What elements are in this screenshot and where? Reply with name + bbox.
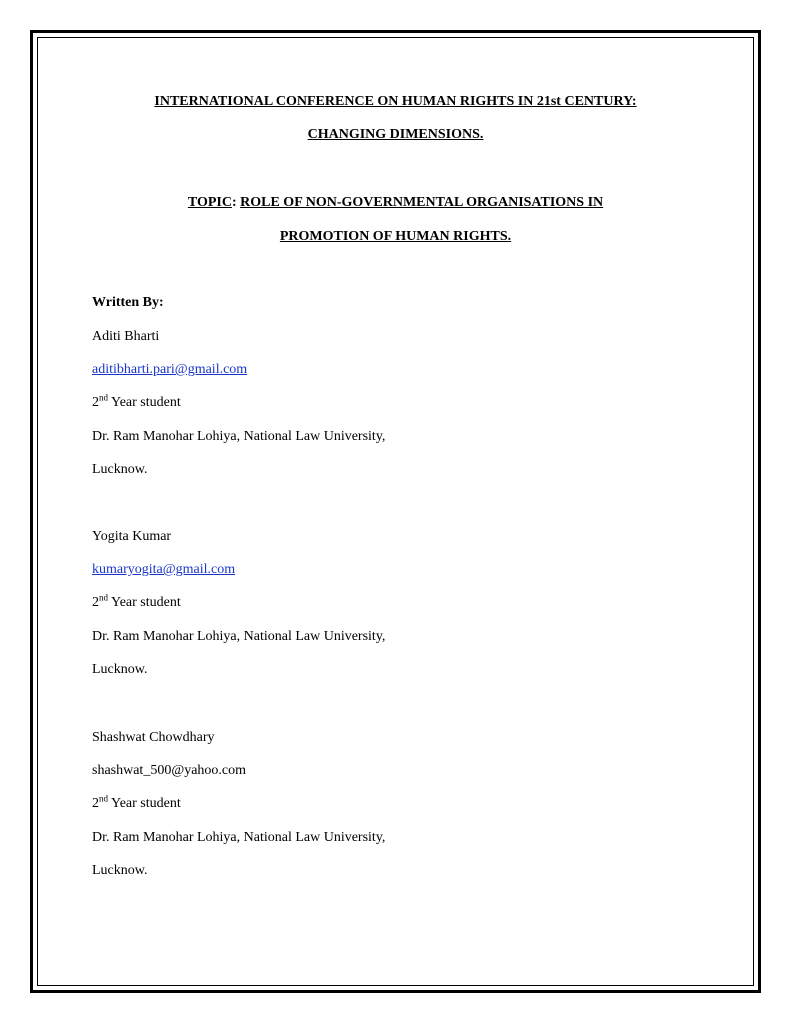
author-email-link[interactable]: aditibharti.pari@gmail.com xyxy=(92,362,248,377)
year-ordinal-suffix: nd xyxy=(99,793,108,804)
year-text: Year student xyxy=(108,595,181,610)
author-email-link[interactable]: kumaryogita@gmail.com xyxy=(92,562,236,577)
author-name: Aditi Bharti xyxy=(92,329,160,344)
author-city: Lucknow. xyxy=(92,462,148,477)
author-year xyxy=(92,394,181,412)
topic-separator: : xyxy=(231,195,241,210)
topic-title-line2: PROMOTION OF HUMAN RIGHTS. xyxy=(279,229,512,244)
written-by-label: Written By: xyxy=(92,295,164,310)
author-university: Dr. Ram Manohar Lohiya, National Law University, xyxy=(92,429,386,444)
year-number: 2 xyxy=(92,395,99,410)
topic-label: TOPIC xyxy=(187,195,232,210)
year-ordinal-suffix: nd xyxy=(99,592,108,603)
author-university: Dr. Ram Manohar Lohiya, National Law University, xyxy=(92,629,386,644)
author-year xyxy=(92,594,181,612)
year-text: Year student xyxy=(108,796,181,811)
author-city: Lucknow. xyxy=(92,863,148,878)
year-number: 2 xyxy=(92,796,99,811)
topic-title-text: ROLE OF NON-GOVERNMENTAL ORGANISATIONS IN xyxy=(240,195,604,210)
topic-title-line1 xyxy=(0,194,791,212)
author-year xyxy=(92,795,181,813)
author-name: Shashwat Chowdhary xyxy=(92,730,215,745)
conference-title-line2: CHANGING DIMENSIONS. xyxy=(307,127,484,142)
author-name: Yogita Kumar xyxy=(92,529,172,544)
author-email: shashwat_500@yahoo.com xyxy=(92,763,247,778)
conference-title-line1: INTERNATIONAL CONFERENCE ON HUMAN RIGHTS IN 21st CENTURY: xyxy=(154,94,637,109)
year-text: Year student xyxy=(108,395,181,410)
year-ordinal-suffix: nd xyxy=(99,392,108,403)
author-university: Dr. Ram Manohar Lohiya, National Law University, xyxy=(92,830,386,845)
year-number: 2 xyxy=(92,595,99,610)
author-city: Lucknow. xyxy=(92,662,148,677)
